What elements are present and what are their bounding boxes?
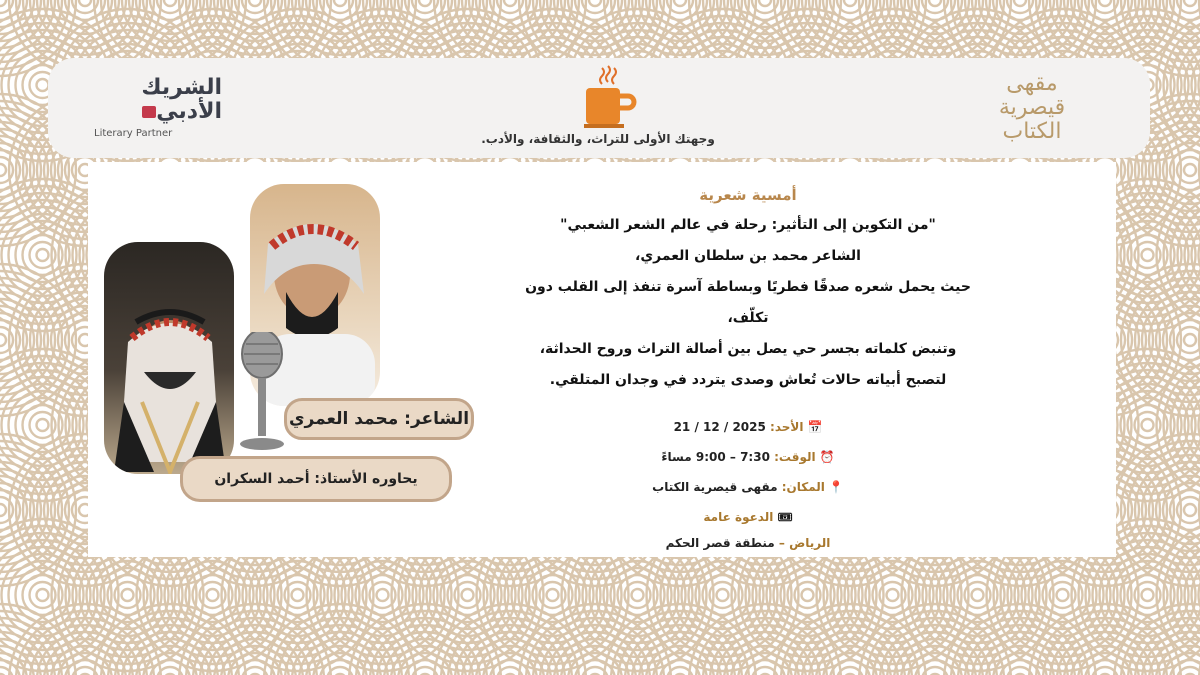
- pattern-arc: [1184, 164, 1196, 176]
- pattern-arc: [419, 0, 431, 6]
- pattern-arc: [462, 589, 474, 601]
- pattern-arc: [79, 0, 91, 6]
- pattern-arc: [1142, 249, 1154, 261]
- book-icon: [142, 106, 156, 118]
- partner-line-1: الشريك: [141, 75, 222, 100]
- pattern-arc: [887, 589, 899, 601]
- pattern-arc: [150, 0, 190, 20]
- pattern-arc: [589, 0, 601, 6]
- pattern-arc: [334, 0, 346, 6]
- pattern-arc: [0, 164, 6, 176]
- pattern-arc: [37, 79, 49, 91]
- brand-line-1: مقهى: [1006, 71, 1058, 96]
- pattern-arc: [504, 0, 516, 6]
- pattern-arc: [547, 589, 559, 601]
- pattern-arc: [320, 0, 360, 20]
- pattern-arc: [377, 589, 389, 601]
- pattern-arc: [1000, 0, 1040, 20]
- pattern-arc: [745, 0, 785, 20]
- pattern-arc: [1184, 334, 1196, 346]
- pattern-arc: [717, 589, 729, 601]
- pattern-arc: [830, 0, 870, 20]
- time-row: ⏰الوقت: 7:30 – 9:00 مساءً: [518, 442, 978, 472]
- event-line-1: "من التكوين إلى التأثير: رحلة في عالم الشعر الشعبي": [560, 217, 936, 233]
- brand-line-3: الكتاب: [1002, 119, 1062, 144]
- pattern-arc: [1184, 0, 1196, 6]
- pattern-arc: [164, 0, 176, 6]
- brand-line-2: قيصرية: [998, 95, 1066, 120]
- alarm-clock-icon: ⏰: [819, 450, 835, 464]
- pattern-arc: [1057, 589, 1069, 601]
- pattern-arc: [844, 0, 856, 6]
- pattern-arc: [575, 0, 615, 20]
- pattern-arc: [235, 0, 275, 20]
- pattern-arc: [929, 0, 941, 6]
- pattern-arc: [490, 0, 530, 20]
- poet-name-label: الشاعر: محمد العمري: [284, 398, 474, 440]
- partner-line-2: الأدبي: [92, 100, 222, 124]
- event-details: [518, 186, 978, 550]
- pattern-arc: [122, 589, 134, 601]
- cafe-brand-logo: [972, 72, 1092, 144]
- tagline: وجهتك الأولى للتراث، والثقافة، والأدب.: [481, 132, 715, 146]
- schedule-block: [518, 412, 978, 532]
- host-name-label: يحاوره الأستاذ: أحمد السكران: [180, 456, 452, 502]
- pattern-arc: [632, 589, 644, 601]
- pattern-arc: [0, 0, 6, 6]
- pattern-arc: [292, 589, 304, 601]
- coffee-cup-icon: [574, 64, 644, 134]
- microphone-icon: [234, 332, 294, 462]
- host-photo: [104, 242, 234, 474]
- pattern-arc: [405, 0, 445, 20]
- literary-partner-logo: [92, 76, 222, 139]
- pattern-arc: [0, 504, 6, 516]
- invitation-row: 🎟الدعوة عامة: [518, 502, 978, 532]
- pin-icon: 📍: [828, 480, 844, 494]
- pattern-arc: [1099, 0, 1111, 6]
- event-line-5: لتصبح أبياته حالات تُعاش وصدى يتردد في وجدان المتلقي.: [549, 372, 947, 388]
- pattern-arc: [249, 0, 261, 6]
- pattern-arc: [37, 589, 49, 601]
- event-line-3: حيث يحمل شعره صدقًا فطريًا وبساطة آسرة تنفذ إلى القلب دون تكلّف،: [525, 279, 971, 326]
- pattern-arc: [0, 334, 6, 346]
- pattern-arc: [207, 589, 219, 601]
- pattern-arc: [65, 0, 105, 20]
- pattern-arc: [1142, 589, 1154, 601]
- place-row: 📍المكان: مقهى قيصرية الكتاب: [518, 472, 978, 502]
- location-footer: الرياض – منطقة قصر الحكم: [665, 536, 831, 550]
- pattern-arc: [915, 0, 955, 20]
- pattern-arc: [674, 0, 686, 6]
- pattern-arc: [37, 249, 49, 261]
- pattern-arc: [660, 0, 700, 20]
- event-type: أمسية شعرية: [699, 186, 797, 204]
- pattern-arc: [972, 589, 984, 601]
- event-line-2: الشاعر محمد بن سلطان العمري،: [635, 248, 861, 264]
- calendar-icon: 📅: [807, 420, 823, 434]
- pattern-arc: [759, 0, 771, 6]
- header-bar: [48, 58, 1150, 158]
- date-row: 📅الأحد: 21 / 12 / 2025: [518, 412, 978, 442]
- pattern-arc: [1184, 504, 1196, 516]
- pattern-arc: [1014, 0, 1026, 6]
- pattern-arc: [802, 589, 814, 601]
- main-card: [88, 162, 1116, 557]
- pattern-arc: [37, 419, 49, 431]
- partner-line-3: Literary Partner: [94, 128, 173, 139]
- pattern-arc: [1085, 0, 1125, 20]
- pattern-arc: [1142, 419, 1154, 431]
- ticket-icon: 🎟: [777, 510, 793, 524]
- event-line-4: وتنبض كلماته بجسر حي يصل بين أصالة التراث وروح الحداثة،: [539, 341, 957, 357]
